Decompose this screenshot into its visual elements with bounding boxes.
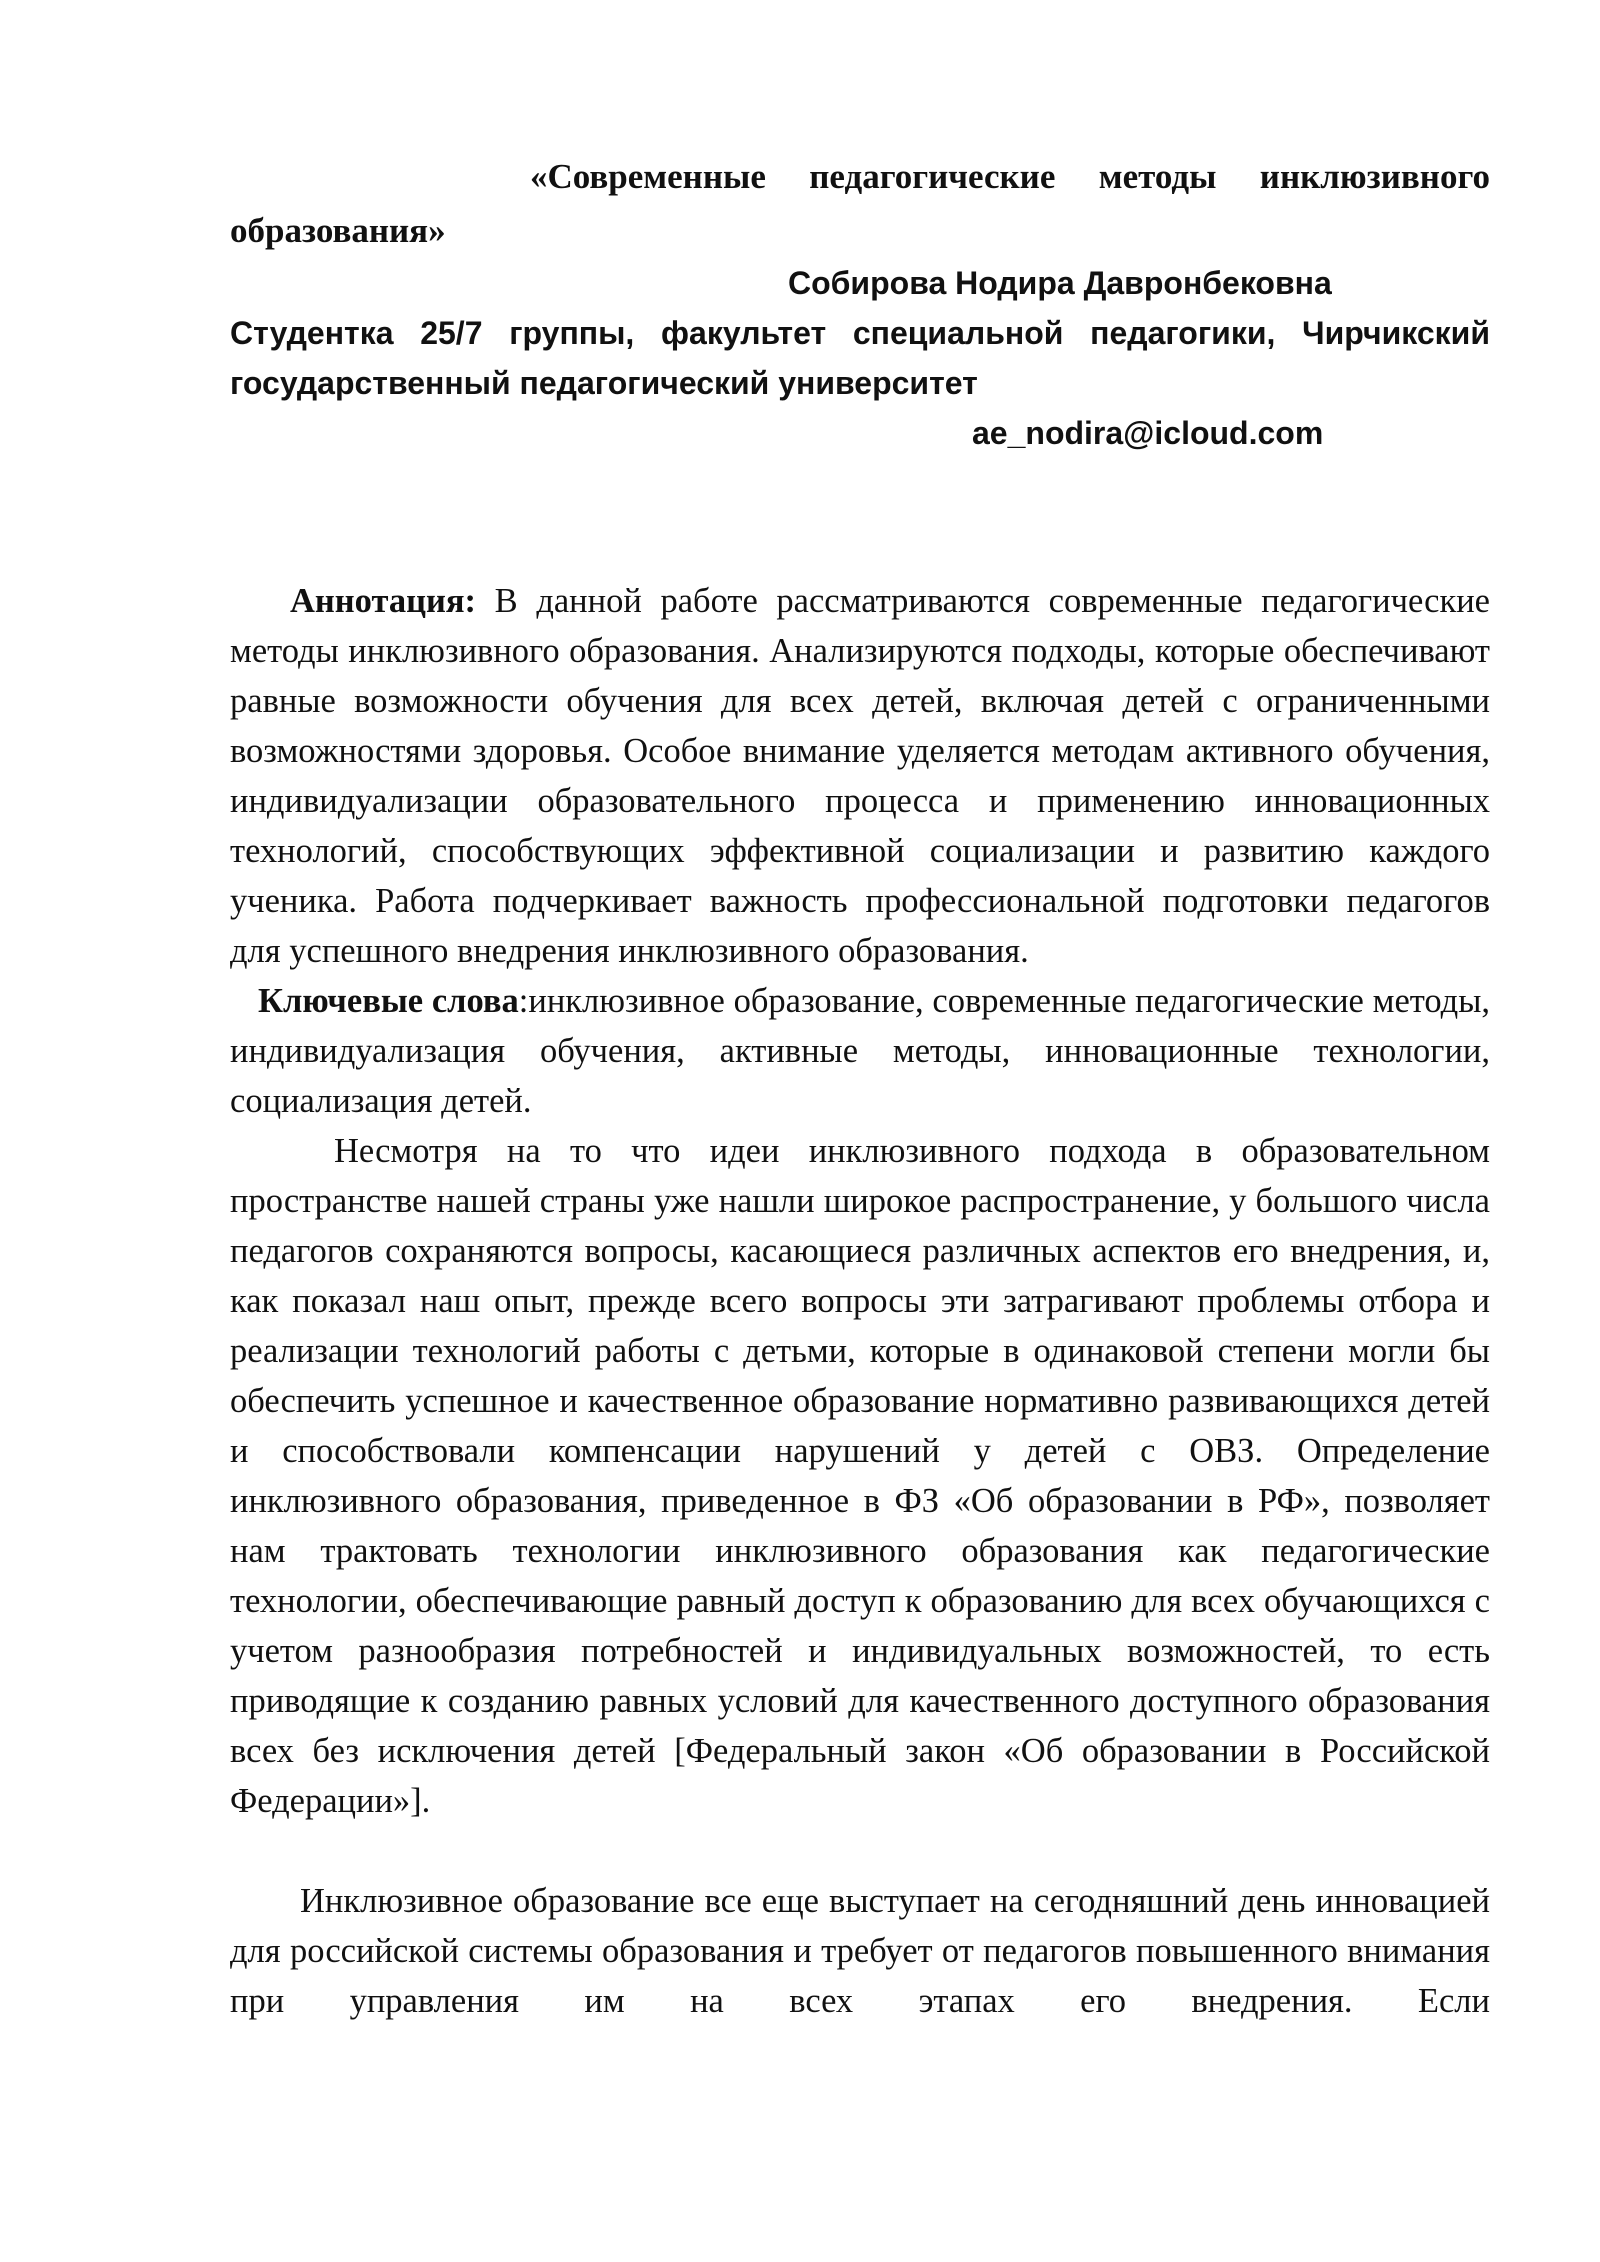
abstract-text: В данной работе рассматриваются современные педагогические методы инклюзивного образования. Анализируются подходы, которые обеспечивают равные возможности обучения для всех детей, включая детей с ограниченными возможностями здоровья. Особое внимание уделяется методам активного обучения, индивидуализации образовательного процесса и применению инновационных технологий, способствующих эффективной социализации и развитию каждого ученика. Работа подчеркивает важность профессиональной подготовки педагогов для успешного внедрения инклюзивного образования. xyxy=(230,582,1490,970)
author-email: ae_nodira@icloud.com xyxy=(972,415,1324,451)
abstract-label: Аннотация: xyxy=(290,582,476,620)
author-affiliation: Студентка 25/7 группы, факультет специальной педагогики, Чирчикский государственный педагогический университет xyxy=(230,315,1490,401)
body-paragraph-1: Несмотря на то что идеи инклюзивного подхода в образовательном пространстве нашей страны уже нашли широкое распространение, у большого числа педагогов сохраняются вопросы, касающиеся различных аспектов его внедрения, и, как показал наш опыт, прежде всего вопросы эти затрагивают проблемы отбора и реализации технологий работы с детьми, которые в одинаковой степени могли бы обеспечить успешное и качественное образование нормативно развивающихся детей и способствовали компенсации нарушений у детей с ОВЗ. Определение инклюзивного образования, приведенное в ФЗ «Об образовании в РФ», позволяет нам трактовать технологии инклюзивного образования как педагогические технологии, обеспечивающие равный доступ к образованию для всех обучающихся с учетом разнообразия потребностей и индивидуальных возможностей, то есть приводящие к созданию равных условий для качественного доступного образования всех без исключения детей [Федеральный закон «Об образовании в Российской Федерации»]. xyxy=(230,1132,1490,1820)
keywords-text: :инклюзивное образование, современные педагогические методы, индивидуализация обучения, активные методы, инновационные технологии, социализация детей. xyxy=(230,982,1490,1120)
body-paragraph-2: Инклюзивное образование все еще выступает на сегодняшний день инновацией для российской системы образования и требует от педагогов повышенного внимания при управления им на всех этапах его внедрения. Если xyxy=(230,1882,1490,2020)
author-name: Собирова Нодира Давронбековна xyxy=(788,265,1332,301)
document-page xyxy=(230,150,1490,2026)
keywords-label: Ключевые слова xyxy=(258,982,519,1020)
keywords-paragraph xyxy=(230,976,1490,1126)
article-title: «Современные педагогические методы инклюзивного образования» xyxy=(230,157,1490,250)
abstract-paragraph xyxy=(230,576,1490,976)
